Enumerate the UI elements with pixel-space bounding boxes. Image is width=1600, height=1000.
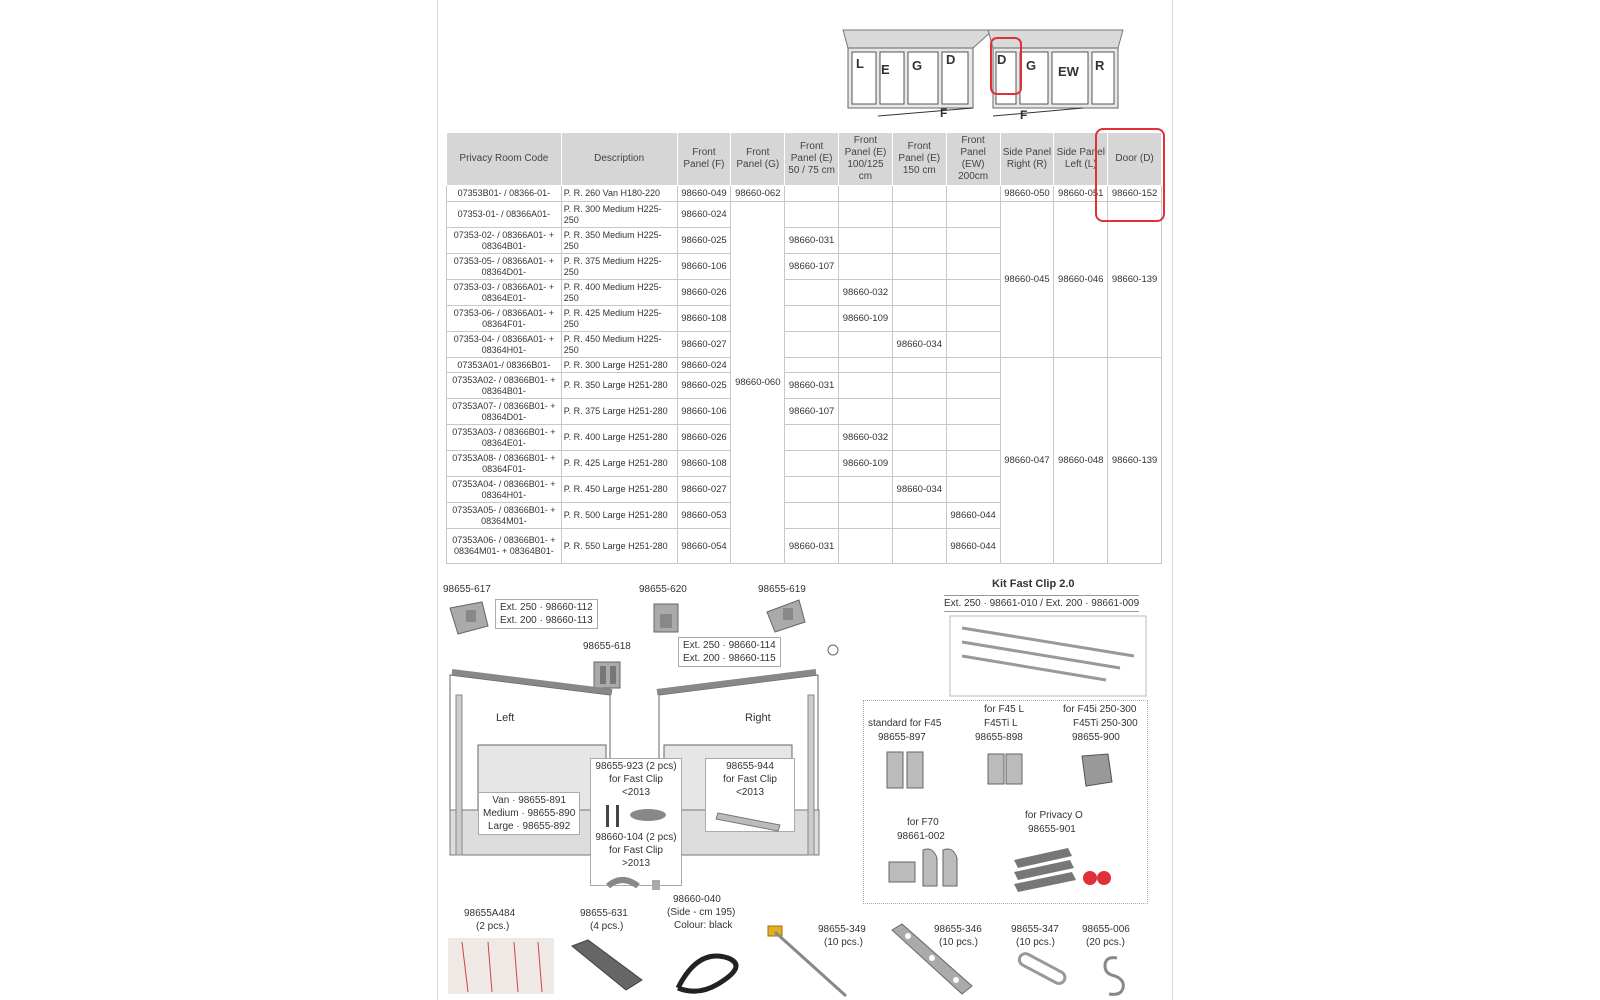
cell-desc: P. R. 375 Large H251-280 bbox=[561, 399, 677, 425]
peg-icon bbox=[756, 920, 856, 1000]
label-d2: D bbox=[997, 52, 1007, 67]
cell-desc: P. R. 400 Medium H225-250 bbox=[561, 280, 677, 306]
left-panel-label: Left bbox=[496, 712, 515, 724]
cell-ew: 98660-044 bbox=[946, 503, 1000, 529]
adapter-f45l-code: 98655-898 bbox=[975, 732, 1023, 743]
part-98655-620: 98655-620 bbox=[639, 584, 687, 595]
ext-left-200: Ext. 200 · 98660-113 bbox=[500, 615, 593, 626]
cell-r-large: 98660-047 bbox=[1000, 358, 1054, 564]
header-front-e1: Front Panel (E) 50 / 75 cm bbox=[785, 133, 839, 186]
header-code: Privacy Room Code bbox=[447, 133, 562, 186]
clip-944-code: 98655-944 bbox=[726, 761, 774, 772]
cell-e2: 98660-109 bbox=[839, 306, 893, 332]
cell-e2 bbox=[839, 373, 893, 399]
ext-left-250: Ext. 250 · 98660-112 bbox=[500, 602, 593, 613]
header-front-e3: Front Panel (E) 150 cm bbox=[892, 133, 946, 186]
clips-box bbox=[590, 758, 682, 886]
kit-title: Kit Fast Clip 2.0 bbox=[992, 578, 1075, 590]
cell-f: 98660-026 bbox=[677, 280, 731, 306]
cell-f: 98660-024 bbox=[677, 358, 731, 373]
adapter-std-code: 98655-897 bbox=[878, 732, 926, 743]
cell-e2: 98660-109 bbox=[839, 451, 893, 477]
size-medium: Medium · 98655-890 bbox=[483, 808, 576, 819]
cell-e3 bbox=[892, 306, 946, 332]
part-98655-617: 98655-617 bbox=[443, 584, 491, 595]
table-row bbox=[447, 358, 1162, 373]
label-d: D bbox=[946, 52, 956, 67]
ext-right-200: Ext. 200 · 98660-115 bbox=[683, 653, 776, 664]
part-631-qty: (4 pcs.) bbox=[590, 921, 624, 932]
s-hook-icon bbox=[1093, 952, 1133, 998]
adapter-f45i-note: for F45i 250-300 bbox=[1063, 704, 1137, 715]
table-row bbox=[447, 186, 1162, 202]
cell-code: 07353B01- / 08366-01- bbox=[447, 186, 562, 202]
clip-923-icon bbox=[596, 801, 676, 829]
cell-e1 bbox=[785, 425, 839, 451]
cell-e1: 98660-031 bbox=[785, 373, 839, 399]
cell-e2 bbox=[839, 477, 893, 503]
awning-right bbox=[988, 30, 1123, 116]
cell-desc: P. R. 300 Large H251-280 bbox=[561, 358, 677, 373]
cell-l-large: 98660-048 bbox=[1054, 358, 1108, 564]
adapter-f45l-note: for F45 L bbox=[984, 704, 1025, 715]
cell-e3 bbox=[892, 228, 946, 254]
cell-code: 07353-02- / 08366A01- + 08364B01- bbox=[447, 228, 562, 254]
cell-r-medium: 98660-045 bbox=[1000, 202, 1054, 358]
cell-ew bbox=[946, 477, 1000, 503]
clip-104-code: 98660-104 (2 pcs) bbox=[595, 832, 677, 843]
label-e: E bbox=[881, 62, 890, 77]
door-column-highlight bbox=[1095, 128, 1165, 222]
cell-e2 bbox=[839, 332, 893, 358]
adapter-f45i-icon bbox=[1078, 752, 1124, 792]
cell-desc: P. R. 350 Large H251-280 bbox=[561, 373, 677, 399]
cell-g-merged: 98660-060 bbox=[731, 202, 785, 564]
cell-r: 98660-050 bbox=[1000, 186, 1054, 202]
clip-104-note: for Fast Clip >2013 bbox=[609, 845, 663, 869]
table-header-row bbox=[447, 133, 1162, 186]
cell-code: 07353A05- / 08366B01- + 08364M01- bbox=[447, 503, 562, 529]
cell-e3 bbox=[892, 254, 946, 280]
cell-e2 bbox=[839, 186, 893, 202]
cell-e1 bbox=[785, 332, 839, 358]
header-front-ew: Front Panel (EW) 200cm bbox=[946, 133, 1000, 186]
cell-e3 bbox=[892, 373, 946, 399]
part-347-qty: (10 pcs.) bbox=[1016, 937, 1055, 948]
cell-desc: P. R. 450 Large H251-280 bbox=[561, 477, 677, 503]
cell-f: 98660-108 bbox=[677, 451, 731, 477]
adapter-f70-note: for F70 bbox=[907, 817, 939, 828]
clip-104-icon bbox=[596, 872, 676, 894]
part-631-code: 98655-631 bbox=[580, 908, 628, 919]
part-006-code: 98655-006 bbox=[1082, 924, 1130, 935]
cell-e1 bbox=[785, 503, 839, 529]
cell-desc: P. R. 550 Large H251-280 bbox=[561, 529, 677, 564]
cell-desc: P. R. 350 Medium H225-250 bbox=[561, 228, 677, 254]
clip-944-note: for Fast Clip <2013 bbox=[723, 774, 777, 798]
cell-f: 98660-025 bbox=[677, 228, 731, 254]
cell-d-large: 98660-139 bbox=[1108, 358, 1162, 564]
catalog-page bbox=[437, 0, 1173, 1000]
cell-e2 bbox=[839, 254, 893, 280]
adapter-std-note: standard for F45 bbox=[868, 718, 942, 729]
adapter-f45l-model: F45Ti L bbox=[984, 718, 1018, 729]
cell-e2 bbox=[839, 503, 893, 529]
cell-e1 bbox=[785, 280, 839, 306]
header-side-left: Side Panel Left (L) bbox=[1054, 133, 1108, 186]
label-r: R bbox=[1095, 58, 1105, 73]
cell-e2 bbox=[839, 358, 893, 373]
adapter-std-icon bbox=[883, 750, 933, 795]
adapter-f45i-model: F45Ti 250-300 bbox=[1073, 718, 1138, 729]
cell-g: 98660-062 bbox=[731, 186, 785, 202]
zipper-icon bbox=[670, 936, 750, 996]
cell-f: 98660-026 bbox=[677, 425, 731, 451]
cell-f: 98660-049 bbox=[677, 186, 731, 202]
label-g: G bbox=[912, 58, 923, 73]
part-a484-code: 98655A484 bbox=[464, 908, 516, 919]
dimension-f-left: F bbox=[940, 106, 948, 120]
cell-e3 bbox=[892, 358, 946, 373]
cell-e1: 98660-107 bbox=[785, 254, 839, 280]
cell-e3 bbox=[892, 399, 946, 425]
cell-ew bbox=[946, 451, 1000, 477]
cell-e1: 98660-031 bbox=[785, 529, 839, 564]
cell-e1 bbox=[785, 186, 839, 202]
cell-e1 bbox=[785, 306, 839, 332]
header-side-right: Side Panel Right (R) bbox=[1000, 133, 1054, 186]
cell-code: 07353A03- / 08366B01- + 08364E01- bbox=[447, 425, 562, 451]
cell-l-medium: 98660-046 bbox=[1054, 202, 1108, 358]
adapter-f70-icon bbox=[883, 846, 973, 896]
dimension-f-right: F bbox=[1020, 108, 1028, 122]
cell-code: 07353A02- / 08366B01- + 08364B01- bbox=[447, 373, 562, 399]
cell-code: 07353-05- / 08366A01- + 08364D01- bbox=[447, 254, 562, 280]
cell-desc: P. R. 425 Large H251-280 bbox=[561, 451, 677, 477]
cell-desc: P. R. 300 Medium H225-250 bbox=[561, 202, 677, 228]
header-front-e2: Front Panel (E) 100/125 cm bbox=[839, 133, 893, 186]
cell-f: 98660-054 bbox=[677, 529, 731, 564]
clip-944-icon bbox=[710, 803, 790, 833]
part-349-qty: (10 pcs.) bbox=[824, 937, 863, 948]
cell-e1: 98660-107 bbox=[785, 399, 839, 425]
part-040-colour: Colour: black bbox=[674, 920, 733, 931]
cell-f: 98660-053 bbox=[677, 503, 731, 529]
part-349-code: 98655-349 bbox=[818, 924, 866, 935]
part-347-code: 98655-347 bbox=[1011, 924, 1059, 935]
cell-f: 98660-106 bbox=[677, 399, 731, 425]
cell-ew bbox=[946, 280, 1000, 306]
cell-e3 bbox=[892, 202, 946, 228]
cell-e2 bbox=[839, 529, 893, 564]
part-98655-618: 98655-618 bbox=[583, 641, 631, 652]
cell-e3: 98660-034 bbox=[892, 477, 946, 503]
cell-ew bbox=[946, 425, 1000, 451]
part-a484-qty: (2 pcs.) bbox=[476, 921, 510, 932]
adapter-privacy-note: for Privacy O bbox=[1025, 810, 1083, 821]
cell-e3 bbox=[892, 451, 946, 477]
bracket-619-icon bbox=[763, 598, 813, 638]
label-ew: EW bbox=[1058, 64, 1079, 79]
cell-desc: P. R. 260 Van H180-220 bbox=[561, 186, 677, 202]
cell-d-medium: 98660-139 bbox=[1108, 202, 1162, 358]
cell-e1: 98660-031 bbox=[785, 228, 839, 254]
cell-ew bbox=[946, 202, 1000, 228]
cell-l: 98660-051 bbox=[1054, 186, 1108, 202]
cell-e3 bbox=[892, 425, 946, 451]
cell-e3: 98660-034 bbox=[892, 332, 946, 358]
cell-code: 07353-06- / 08366A01- + 08364F01- bbox=[447, 306, 562, 332]
header-door: Door (D) bbox=[1108, 133, 1162, 186]
cell-ew bbox=[946, 373, 1000, 399]
cell-code: 07353-03- / 08366A01- + 08364E01- bbox=[447, 280, 562, 306]
adapter-privacy-icon bbox=[1008, 840, 1118, 896]
header-front-g: Front Panel (G) bbox=[731, 133, 785, 186]
cell-f: 98660-027 bbox=[677, 477, 731, 503]
cell-e2 bbox=[839, 228, 893, 254]
ext-right-250: Ext. 250 · 98660-114 bbox=[683, 640, 776, 651]
cell-f: 98660-027 bbox=[677, 332, 731, 358]
cell-code: 07353A06- / 08366B01- + 08364M01- + 08364B01- bbox=[447, 529, 562, 564]
cell-ew bbox=[946, 254, 1000, 280]
cell-e2: 98660-032 bbox=[839, 280, 893, 306]
part-98655-619: 98655-619 bbox=[758, 584, 806, 595]
cell-code: 07353-01- / 08366A01- bbox=[447, 202, 562, 228]
bracket-620-icon bbox=[648, 600, 688, 640]
cell-desc: P. R. 500 Large H251-280 bbox=[561, 503, 677, 529]
cell-code: 07353A08- / 08366B01- + 08364F01- bbox=[447, 451, 562, 477]
cell-desc: P. R. 400 Large H251-280 bbox=[561, 425, 677, 451]
size-large: Large · 98655-892 bbox=[487, 821, 571, 832]
cell-ew: 98660-044 bbox=[946, 529, 1000, 564]
cell-d: 98660-152 bbox=[1108, 186, 1162, 202]
cell-e2 bbox=[839, 399, 893, 425]
size-van: Van · 98655-891 bbox=[492, 795, 567, 806]
cell-e3 bbox=[892, 186, 946, 202]
parts-table bbox=[446, 132, 1162, 564]
clip-923-code: 98655-923 (2 pcs) bbox=[595, 761, 677, 772]
clip-944-box bbox=[705, 758, 795, 832]
cell-e2 bbox=[839, 202, 893, 228]
strips-icon bbox=[448, 938, 554, 994]
part-040-size: (Side - cm 195) bbox=[667, 907, 736, 918]
cell-e1 bbox=[785, 477, 839, 503]
cell-desc: P. R. 375 Medium H225-250 bbox=[561, 254, 677, 280]
cell-desc: P. R. 450 Medium H225-250 bbox=[561, 332, 677, 358]
awning-left bbox=[843, 30, 993, 116]
label-l: L bbox=[856, 56, 864, 71]
cell-e3 bbox=[892, 503, 946, 529]
kit-subtitle: Ext. 250 · 98661-010 / Ext. 200 · 98661-009 bbox=[944, 595, 1139, 612]
cell-f: 98660-025 bbox=[677, 373, 731, 399]
table-row bbox=[447, 202, 1162, 228]
cell-f: 98660-024 bbox=[677, 202, 731, 228]
part-040-code: 98660-040 bbox=[673, 894, 721, 905]
right-panel-label: Right bbox=[745, 712, 771, 724]
part-346-qty: (10 pcs.) bbox=[939, 937, 978, 948]
part-006-qty: (20 pcs.) bbox=[1086, 937, 1125, 948]
cell-e1 bbox=[785, 451, 839, 477]
cell-f: 98660-106 bbox=[677, 254, 731, 280]
kit-rails-icon bbox=[950, 616, 1146, 696]
cell-ew bbox=[946, 306, 1000, 332]
cell-e2: 98660-032 bbox=[839, 425, 893, 451]
label-g2: G bbox=[1026, 58, 1037, 73]
cell-code: 07353A01-/ 08366B01- bbox=[447, 358, 562, 373]
cell-e3 bbox=[892, 529, 946, 564]
ext-left-box bbox=[495, 599, 598, 629]
cell-code: 07353-04- / 08366A01- + 08364H01- bbox=[447, 332, 562, 358]
size-box bbox=[478, 792, 580, 835]
cell-e1 bbox=[785, 358, 839, 373]
header-description: Description bbox=[561, 133, 677, 186]
clip-347-icon bbox=[1013, 955, 1073, 997]
adapter-f70-code: 98661-002 bbox=[897, 831, 945, 842]
cell-ew bbox=[946, 228, 1000, 254]
clip-923-note: for Fast Clip <2013 bbox=[609, 774, 663, 798]
adapter-f45l-icon bbox=[984, 752, 1030, 792]
cell-ew bbox=[946, 399, 1000, 425]
cell-ew bbox=[946, 332, 1000, 358]
cell-e3 bbox=[892, 280, 946, 306]
cell-f: 98660-108 bbox=[677, 306, 731, 332]
cell-code: 07353A07- / 08366B01- + 08364D01- bbox=[447, 399, 562, 425]
cell-ew bbox=[946, 186, 1000, 202]
tensioner-icon bbox=[888, 922, 978, 998]
adapter-f45i-code: 98655-900 bbox=[1072, 732, 1120, 743]
adapter-privacy-code: 98655-901 bbox=[1028, 824, 1076, 835]
header-front-f: Front Panel (F) bbox=[677, 133, 731, 186]
foam-block-icon bbox=[568, 936, 648, 996]
part-346-code: 98655-346 bbox=[934, 924, 982, 935]
cell-desc: P. R. 425 Medium H225-250 bbox=[561, 306, 677, 332]
cell-code: 07353A04- / 08366B01- + 08364H01- bbox=[447, 477, 562, 503]
bracket-617-icon bbox=[448, 600, 498, 640]
cell-e1 bbox=[785, 202, 839, 228]
cell-ew bbox=[946, 358, 1000, 373]
